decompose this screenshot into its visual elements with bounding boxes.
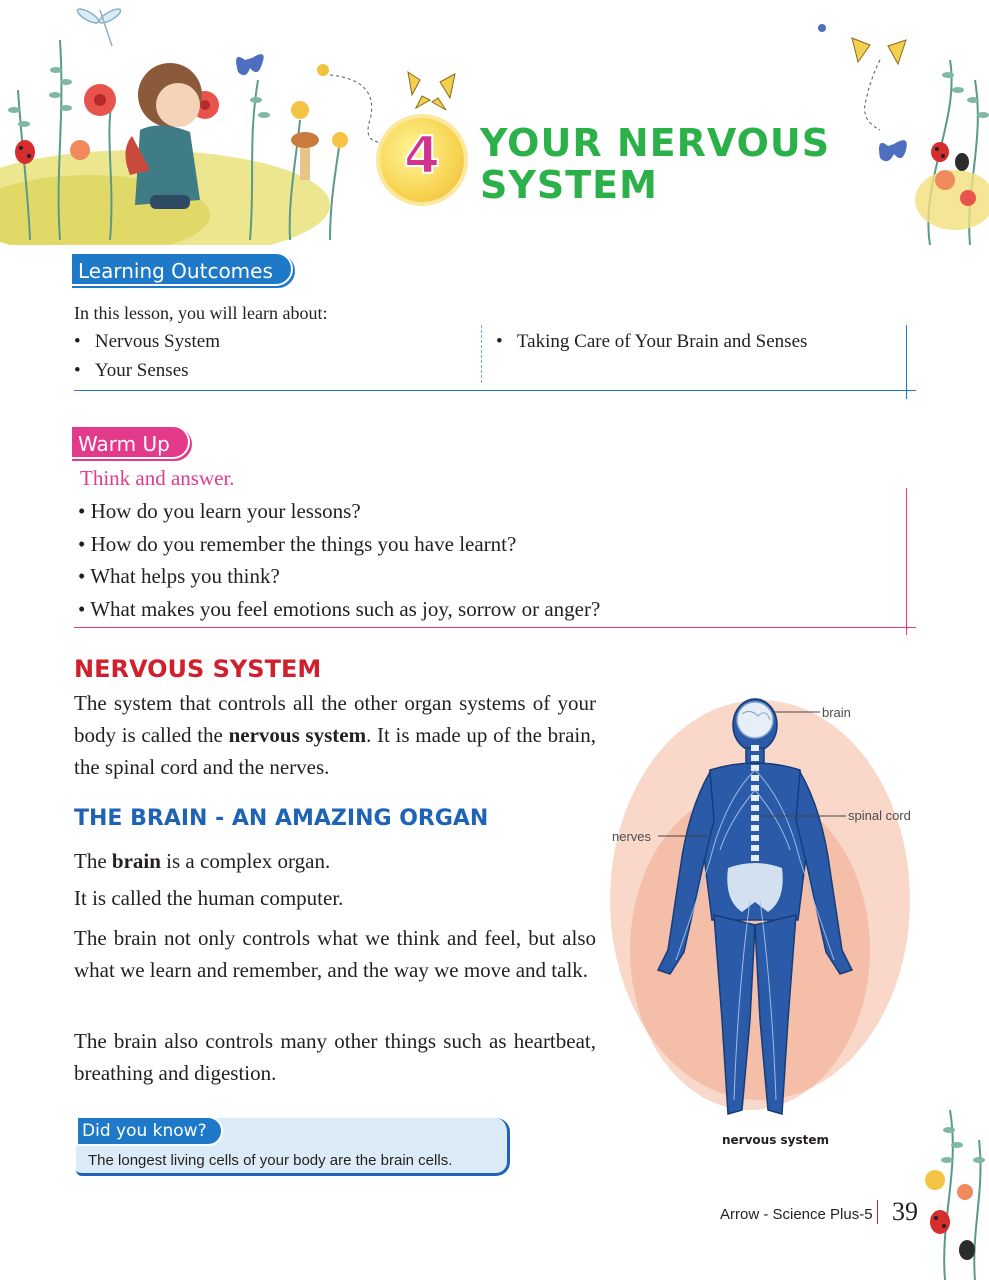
header-illustration bbox=[0, 0, 989, 245]
warm-up-tab: Warm Up bbox=[70, 425, 190, 459]
nervous-system-paragraph bbox=[74, 687, 596, 783]
nervous-system-term: nervous system bbox=[228, 723, 367, 747]
warm-up-question-text: How do you learn your lessons? bbox=[90, 499, 361, 523]
learning-outcomes-intro: In this lesson, you will learn about: bbox=[74, 303, 328, 323]
brain-paragraph-3: The brain not only controls what we think and feel, but also what we learn and remember, and the way we move and talk. bbox=[74, 926, 596, 982]
outcome-item-text: Your Senses bbox=[94, 360, 189, 381]
learning-outcomes-tab: Learning Outcomes bbox=[70, 252, 293, 286]
nervous-system-figure bbox=[610, 690, 930, 1140]
spinal-cord-label: spinal cord bbox=[848, 808, 911, 823]
outcome-item-text: Nervous System bbox=[94, 331, 220, 352]
chapter-number-badge bbox=[380, 118, 464, 202]
warm-up-prompt: Think and answer. bbox=[80, 466, 235, 490]
warm-up-question: • How do you learn your lessons? bbox=[78, 499, 361, 523]
chapter-number: 4 bbox=[403, 126, 441, 186]
did-you-know-tab: Did you know? bbox=[76, 1116, 223, 1146]
warm-up-rule bbox=[74, 627, 916, 628]
warm-up-question: • What makes you feel emotions such as joy, sorrow or anger? bbox=[78, 597, 601, 621]
brain-paragraph-2: It is called the human computer. bbox=[74, 886, 344, 910]
nervous-system-heading: NERVOUS SYSTEM bbox=[74, 655, 322, 683]
learning-outcomes-side-rule bbox=[906, 325, 907, 399]
outcome-item-text: Taking Care of Your Brain and Senses bbox=[516, 331, 808, 352]
footer-separator bbox=[877, 1200, 878, 1224]
chapter-title-line-2: SYSTEM bbox=[480, 163, 658, 207]
footer-book-title: Arrow - Science Plus-5 bbox=[720, 1206, 873, 1223]
learning-outcomes-rule bbox=[74, 390, 916, 391]
outcome-item: • Taking Care of Your Brain and Senses bbox=[496, 331, 808, 352]
brain-text-b: is a complex organ. bbox=[160, 849, 331, 873]
brain-label: brain bbox=[822, 705, 851, 720]
outcome-item: • Nervous System bbox=[74, 331, 220, 352]
nerves-label: nerves bbox=[612, 829, 652, 844]
warm-up-question-text: What makes you feel emotions such as joy, sorrow or anger? bbox=[90, 597, 601, 621]
body-nerves-illustration bbox=[610, 690, 930, 1140]
brain-term: brain bbox=[111, 849, 161, 873]
warm-up-question: • How do you remember the things you have learnt? bbox=[78, 532, 517, 556]
figure-caption: nervous system bbox=[722, 1133, 830, 1147]
column-divider bbox=[481, 325, 482, 383]
brain-paragraph-1 bbox=[74, 845, 596, 877]
nervous-system-text-a: The system that controls all the other organ systems of your body is called the bbox=[74, 691, 596, 747]
did-you-know-text: The longest living cells of your body are the brain cells. bbox=[88, 1152, 453, 1169]
warm-up-question: • What helps you think? bbox=[78, 564, 280, 588]
brain-heading: THE BRAIN - AN AMAZING ORGAN bbox=[74, 806, 489, 831]
chapter-title-line-1: YOUR NERVOUS bbox=[480, 121, 831, 165]
warm-up-question-text: What helps you think? bbox=[90, 564, 280, 588]
chapter-title bbox=[480, 122, 900, 206]
brain-paragraph-4: The brain also controls many other things such as heartbeat, breathing and digestion. bbox=[74, 1029, 596, 1085]
warm-up-question-text: How do you remember the things you have learnt? bbox=[90, 532, 517, 556]
brain-text-a: The bbox=[74, 849, 112, 873]
warm-up-side-rule bbox=[906, 488, 907, 635]
outcome-item: • Your Senses bbox=[74, 360, 189, 381]
page-number: 39 bbox=[892, 1197, 918, 1226]
corner-flowers-illustration bbox=[905, 1100, 989, 1280]
nervous-system-text-b: . It is made up of the brain, the spinal cord and the nerves. bbox=[74, 723, 597, 779]
